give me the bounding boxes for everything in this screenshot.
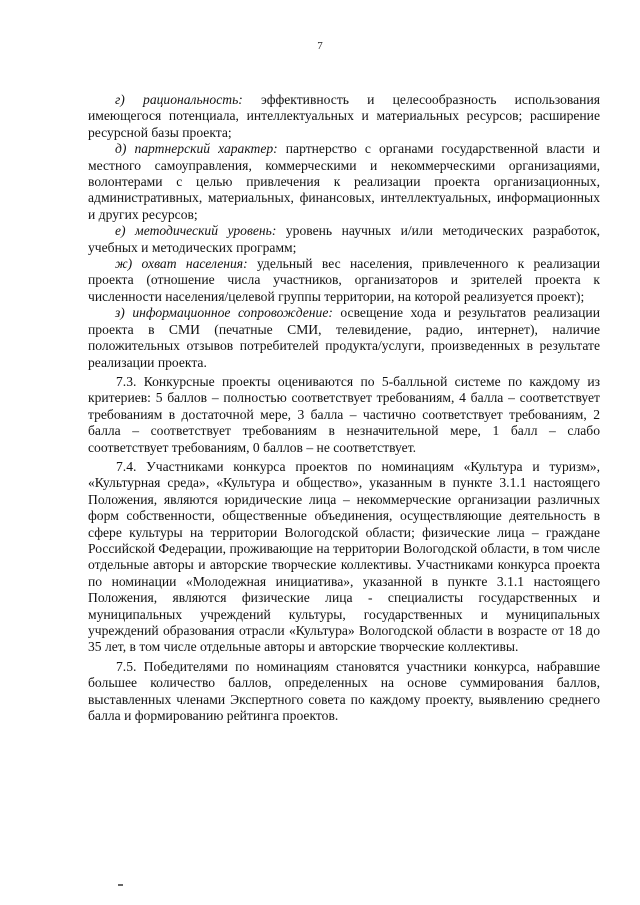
criterion-methodical-level <box>88 223 600 256</box>
criterion-information-support <box>88 305 600 371</box>
criterion-term: д) партнерский характер: <box>115 141 278 157</box>
criterion-text: удельный вес населения, привлеченного к реализации проекта (отношение числа участников, организаторов и зрителей проекта к численности населения/целевой группы территории, на которой реализуется проект); <box>88 256 600 304</box>
criterion-term: ж) охват населения: <box>115 256 248 272</box>
criterion-text: освещение хода и результатов реализации проекта в СМИ (печатные СМИ, телевидение, радио, интернет), наличие положительных отзывов потребителей продукта/услуги, произведенных в результате реализации проекта. <box>88 305 600 370</box>
document-body <box>88 92 600 724</box>
section-7-4: 7.4. Участниками конкурса проектов по номинациям «Культура и туризм», «Культурная среда», «Культура и общество», указанным в пункте 3.1.1 настоящего Положения, являются юридические лица – некоммерческие организации различных форм собственности, общественные объединения, осуществляющие деятельность в сфере культуры на территории Вологодской области; физические лица – граждане Российской Федерации, проживающие на территории Вологодской области, в том числе отдельные авторы и авторские творческие коллективы. Участниками конкурса проекта по номинации «Молодежная инициатива», указанной в пункте 3.1.1 настоящего Положения, являются физические лица - специалисты государственных и муниципальных учреждений культуры, государственных и муниципальных учреждений образования отрасли «Культура» Вологодской области в возрасте от 18 до 35 лет, в том числе отдельные авторы и авторские творческие коллективы. <box>88 458 600 655</box>
criterion-term: з) информационное сопровождение: <box>115 305 333 321</box>
scan-artifact <box>118 884 123 886</box>
criterion-text: партнерство с органами государственной власти и местного самоуправления, коммерческими и некоммерческими организациями, волонтерами с целью привлечения к реализации проекта организационных, административных, материальных, финансовых, интеллектуальных, информационных и других ресурсов; <box>88 141 601 222</box>
criterion-text: эффективность и целесообразность использования имеющегося потенциала, интеллектуальных и материальных ресурсов; расширение ресурсной базы проекта; <box>88 92 600 140</box>
criterion-term: г) рациональность: <box>115 92 243 107</box>
criterion-partnership <box>88 141 600 223</box>
section-7-5: 7.5. Победителями по номинациям становятся участники конкурса, набравшие большее количество баллов, определенных на основе суммирования баллов, выставленных членами Экспертного совета по каждому проекту, выявлению среднего балла и формированию рейтинга проектов. <box>88 658 600 724</box>
page-number: 7 <box>317 40 323 52</box>
criterion-text: уровень научных и/или методических разработок, учебных и методических программ; <box>88 223 600 255</box>
section-7-3: 7.3. Конкурсные проекты оцениваются по 5-балльной системе по каждому из критериев: 5 баллов – полностью соответствует требованиям, 4 балла – соответствует требованиям в достаточной мере, 3 балла – частично соответствует требованиям, 2 балла – соответствует требованиям в незначительной мере, 1 балл – слабо соответствует требованиям, 0 баллов – не соответствует. <box>88 373 600 455</box>
criterion-term: е) методический уровень: <box>115 223 277 239</box>
criterion-rationality <box>88 92 600 141</box>
criterion-population-coverage <box>88 256 600 305</box>
